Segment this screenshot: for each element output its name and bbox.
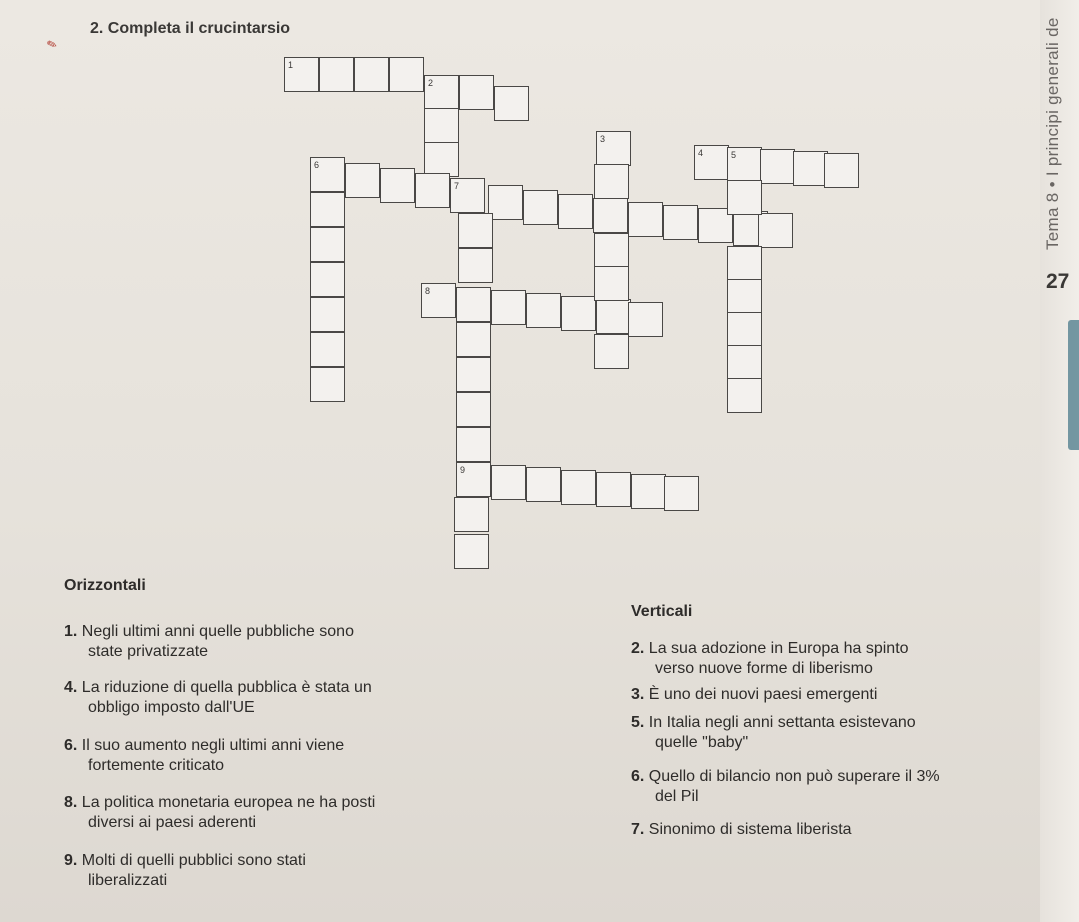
clue-text: È uno dei nuovi paesi emergenti: [648, 686, 878, 703]
clue-number: 9: [460, 465, 466, 475]
exercise-title: 2. Completa il crucintarsio: [90, 20, 291, 37]
crossword-cell[interactable]: [758, 213, 793, 248]
crossword-cell[interactable]: [727, 246, 762, 281]
crossword-cell[interactable]: [594, 233, 629, 268]
crossword-cell[interactable]: [424, 142, 459, 177]
crossword-cell[interactable]: [558, 194, 593, 229]
crossword-cell[interactable]: [824, 153, 859, 188]
clue-number: 6.: [631, 768, 645, 785]
crossword-cell[interactable]: [628, 202, 663, 237]
crossword-cell[interactable]: [319, 57, 354, 92]
clue-number: 9.: [64, 852, 78, 869]
clue-text: La politica monetaria europea ne ha posti: [81, 794, 376, 811]
clue-number: 8: [425, 286, 431, 296]
crossword-cell[interactable]: [631, 474, 666, 509]
crossword-cell[interactable]: [310, 297, 345, 332]
crossword-cell[interactable]: [594, 164, 629, 199]
vertical-clue: [631, 767, 940, 805]
crossword-cell[interactable]: [456, 287, 491, 322]
clue-number: 8.: [64, 794, 78, 811]
clue-text: Quello di bilancio non può superare il 3%: [648, 768, 940, 785]
crossword-cell[interactable]: [454, 534, 489, 569]
clue-number: 2.: [631, 640, 645, 657]
clue-text-continued: diversi ai paesi aderenti: [88, 814, 257, 831]
crossword-cell[interactable]: [454, 497, 489, 532]
horizontal-clue: [64, 851, 306, 889]
clue-text-continued: fortemente criticato: [88, 757, 225, 774]
clue-number: 7.: [631, 821, 645, 838]
crossword-cell[interactable]: [561, 470, 596, 505]
vertical-clues-title: Verticali: [631, 603, 693, 620]
crossword-cell[interactable]: [594, 266, 629, 301]
clue-text: La sua adozione in Europa ha spinto: [648, 640, 909, 657]
crossword-cell[interactable]: [456, 322, 491, 357]
crossword-cell[interactable]: [488, 185, 523, 220]
clue-text: Sinonimo di sistema liberista: [648, 821, 852, 838]
chapter-side-title: Tema 8 • I principi generali de: [1043, 17, 1062, 250]
horizontal-clue: [64, 736, 345, 774]
vertical-clue: [631, 820, 852, 840]
clue-text: La riduzione di quella pubblica è stata un: [81, 679, 372, 696]
crossword-cell[interactable]: [380, 168, 415, 203]
clue-number: 3: [600, 134, 606, 144]
crossword-cell[interactable]: [727, 312, 762, 347]
clue-number: 2: [428, 78, 434, 88]
clue-text-continued: liberalizzati: [88, 872, 168, 889]
crossword-cell[interactable]: [793, 151, 828, 186]
crossword-cell[interactable]: [415, 173, 450, 208]
clue-number: 4.: [64, 679, 78, 696]
clue-number: 5: [731, 150, 737, 160]
crossword-cell[interactable]: [310, 332, 345, 367]
crossword-cell[interactable]: [663, 205, 698, 240]
crossword-cell[interactable]: [456, 462, 491, 497]
crossword-cell[interactable]: [458, 213, 493, 248]
crossword-cell[interactable]: [523, 190, 558, 225]
vertical-clue: [631, 639, 909, 677]
crossword-cell[interactable]: [664, 476, 699, 511]
crossword-cell[interactable]: [596, 131, 631, 166]
crossword-cell[interactable]: [421, 283, 456, 318]
clue-text: Negli ultimi anni quelle pubbliche sono: [81, 623, 354, 640]
horizontal-clues-title: Orizzontali: [64, 577, 146, 594]
vertical-clue: [631, 713, 916, 751]
crossword-cell[interactable]: [628, 302, 663, 337]
crossword-cell[interactable]: [310, 192, 345, 227]
crossword-cell[interactable]: [526, 467, 561, 502]
clue-number: 3.: [631, 686, 645, 703]
crossword-cell[interactable]: [354, 57, 389, 92]
crossword-cell[interactable]: [561, 296, 596, 331]
crossword-cell[interactable]: [424, 108, 459, 143]
crossword-cell[interactable]: [760, 149, 795, 184]
clue-number: 6: [314, 160, 320, 170]
clue-text-continued: quelle "baby": [655, 734, 749, 751]
crossword-cell[interactable]: [727, 180, 762, 215]
crossword-cell[interactable]: [456, 357, 491, 392]
clue-number: 6.: [64, 737, 78, 754]
clue-number: 5.: [631, 714, 645, 731]
clue-number: 4: [698, 148, 704, 158]
clue-text-continued: del Pil: [655, 788, 699, 805]
crossword-cell[interactable]: [727, 279, 762, 314]
crossword-cell[interactable]: [345, 163, 380, 198]
crossword-cell[interactable]: [310, 262, 345, 297]
crossword-cell[interactable]: [596, 299, 631, 334]
clue-text: Molti di quelli pubblici sono stati: [81, 852, 306, 869]
crossword-cell[interactable]: [456, 392, 491, 427]
crossword-cell[interactable]: [727, 147, 762, 182]
crossword-cell[interactable]: [727, 378, 762, 413]
crossword-cell[interactable]: [727, 345, 762, 380]
crossword-cell[interactable]: [456, 427, 491, 462]
crossword-cell[interactable]: [491, 290, 526, 325]
horizontal-clue: [64, 678, 372, 716]
crossword-cell[interactable]: [526, 293, 561, 328]
crossword-cell[interactable]: [424, 75, 459, 110]
clue-text-continued: verso nuove forme di liberismo: [655, 660, 873, 677]
crossword-cell[interactable]: [310, 227, 345, 262]
crossword-cell[interactable]: [593, 198, 628, 233]
crossword-cell[interactable]: [458, 248, 493, 283]
clue-text-continued: state privatizzate: [88, 643, 209, 660]
crossword-cell[interactable]: [284, 57, 319, 92]
crossword-cell[interactable]: [494, 86, 529, 121]
clue-text: In Italia negli anni settanta esistevano: [648, 714, 916, 731]
clue-text: Il suo aumento negli ultimi anni viene: [81, 737, 345, 754]
crossword-cell[interactable]: [450, 178, 485, 213]
pencil-icon: ✎: [44, 36, 60, 53]
crossword-cell[interactable]: [459, 75, 494, 110]
horizontal-clue: [64, 793, 376, 831]
crossword-cell[interactable]: [310, 157, 345, 192]
horizontal-clue: [64, 622, 354, 660]
crossword-cell[interactable]: [491, 465, 526, 500]
clue-text-continued: obbligo imposto dall'UE: [88, 699, 255, 716]
crossword-cell[interactable]: [389, 57, 424, 92]
clue-number: 1.: [64, 623, 78, 640]
crossword-cell[interactable]: [694, 145, 729, 180]
vertical-clue: [631, 685, 877, 705]
clue-number: 7: [454, 181, 460, 191]
clue-number: 1: [288, 60, 294, 70]
page-number: 27: [1046, 270, 1070, 293]
crossword-cell[interactable]: [594, 334, 629, 369]
crossword-cell[interactable]: [596, 472, 631, 507]
crossword-cell[interactable]: [310, 367, 345, 402]
